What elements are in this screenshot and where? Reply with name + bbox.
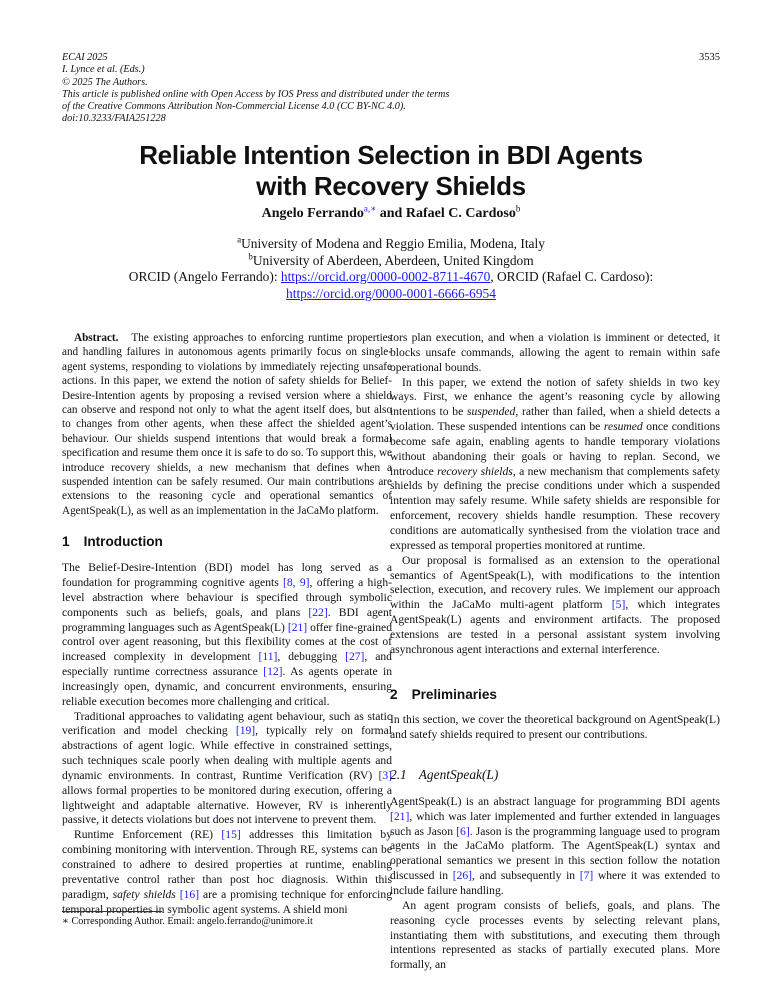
citation-link[interactable]: [12] xyxy=(263,665,283,679)
emphasis: suspended xyxy=(467,405,516,419)
text: Our proposal is formalised as an extension to the operational semantics of AgentSpeak(L), with modifications to the intention selection, execution, and recovery rules. We implement our approach within the JaCaMo multi-agent platform xyxy=(390,553,720,612)
text: , debugging xyxy=(277,650,346,664)
orcid-label: ORCID (Angelo Ferrando): xyxy=(128,269,281,284)
text: . BDI agent programming languages such as AgentSpeak(L) xyxy=(62,605,392,634)
text: once conditions become safe again, enabling agents to handle temporary violations without abandoning their goals or having to replan. Second, we introduce xyxy=(390,420,720,478)
text: , which was later implemented and further extended in languages such as Jason xyxy=(390,809,720,838)
footnote xyxy=(62,916,392,928)
paragraph: In this section, we cover the theoretical background on AgentSpeak(L) and satefy shields required to present our contributions. xyxy=(390,713,720,742)
section-title: Preliminaries xyxy=(411,686,497,702)
orcid-label: , ORCID (Rafael C. Cardoso): xyxy=(490,269,654,284)
meta-line: I. Lynce et al. (Eds.) xyxy=(62,64,145,76)
title-line: with Recovery Shields xyxy=(256,171,526,201)
section-number: 1 xyxy=(62,534,70,550)
affiliations xyxy=(0,236,782,302)
text: . As agents operate in increasingly open, dynamic, and concurrent environments, ensuring reliable execution becomes more challenging and critical. xyxy=(62,665,392,708)
citation-link[interactable]: [22] xyxy=(308,605,328,619)
text: In this paper, we extend the notion of safety shields in two key ways. First, we enhance the agent’s reasoning cycle by allowing intentions to be xyxy=(390,375,720,419)
text: The Belief-Desire-Intention (BDI) model has long served as a foundation for programming cognitive agents xyxy=(62,561,392,589)
publication-meta xyxy=(62,52,622,126)
meta-line: ECAI 2025 xyxy=(62,52,108,63)
meta-line: This article is published online with Open Access by IOS Press and distributed under the terms xyxy=(62,88,450,100)
text: , typically rely on formal abstractions of agent logic. While effective in constrained settings, such techniques scale poorly when dealing with multiple agents and dynamic environments. In contrast, Runtime Verification (RV) xyxy=(62,724,392,782)
footnote-mark: ∗ xyxy=(62,916,69,927)
right-column xyxy=(390,331,720,973)
orcid-line xyxy=(0,286,782,303)
author-name: Rafael C. Cardoso xyxy=(405,206,516,221)
section-title: Introduction xyxy=(83,534,163,550)
citation-link[interactable]: [7] xyxy=(579,869,594,883)
affiliation-text: University of Aberdeen, Aberdeen, United Kingdom xyxy=(252,252,534,268)
paragraph xyxy=(62,710,392,829)
footnote-rule xyxy=(62,911,162,912)
page-number: 3535 xyxy=(699,52,720,63)
title-line: Reliable Intention Selection in BDI Agents xyxy=(139,140,643,170)
text: addresses this limitation by combining monitoring with intervention. Through RE, systems can be constrained to adhere to desired properties at runtime, enabling preventative control rather than post hoc diagnosis. Within this paradigm, xyxy=(62,828,392,901)
section-number: 2 xyxy=(390,686,398,702)
section-heading-introduction xyxy=(62,535,392,550)
citation-link[interactable]: [3] xyxy=(378,768,392,782)
text: Runtime Enforcement (RE) xyxy=(74,828,222,842)
abstract-label: Abstract. xyxy=(74,332,119,344)
text: , offering a high-level abstraction where behaviour is specified through symbolic components such as beliefs, goals, and plans xyxy=(62,575,392,619)
affiliation-a xyxy=(0,236,782,253)
paper-title xyxy=(0,140,782,202)
subsection-heading-agentspeak xyxy=(390,768,720,783)
doi-line: doi:10.3233/FAIA251228 xyxy=(62,113,166,125)
citation-link[interactable]: [6] xyxy=(456,824,470,838)
paragraph xyxy=(62,828,392,917)
paragraph xyxy=(390,376,720,554)
text: , a new mechanism that complements safety shields by defining the precise conditions under which a suspended intention may safely resume. While safety shields are responsible for enforcement, recovery shields handle resumption. These recovery conditions are automatically synthesised from the violation trace and expressed as temporal properties monitored at runtime. xyxy=(390,464,720,552)
text: , rather than failed, when a shield detects a violation. These suspended intentions can be xyxy=(390,405,720,434)
paragraph: An agent program consists of beliefs, goals, and plans. The reasoning cycle processes events by selecting relevant plans, instantiating them with substitutions, and executing them through intentions represented as stacks of partially executed plans. More formally, an xyxy=(390,898,720,972)
text: allows formal properties to be monitored during execution, offering a lightweight and adaptable alternative. However, RV is inherently passive, it detects violations but does not intervene to prevent them. xyxy=(62,783,392,827)
text: , which integrates AgentSpeak(L) agents and environment artifacts. The proposed extensions are tested in a personal assistant system involving asynchronous agent interactions and external interference. xyxy=(390,598,720,656)
subsection-number: 2.1 xyxy=(390,767,407,783)
affiliation-text: University of Modena and Reggio Emilia, Modena, Italy xyxy=(241,236,545,251)
citation-link[interactable]: [8, 9] xyxy=(283,575,310,589)
citation-link[interactable]: [21] xyxy=(287,620,308,634)
citation-link[interactable]: [15] xyxy=(221,828,241,842)
author-conjunction: and xyxy=(376,206,406,221)
citation-link[interactable]: [5] xyxy=(611,598,626,612)
abstract xyxy=(62,331,392,518)
citation-link[interactable]: [19] xyxy=(235,724,256,738)
emphasis: resumed xyxy=(603,420,643,434)
emphasis: recovery shields xyxy=(437,464,513,478)
text: . Jason is the programming language used to program agents in the JaCaMo platform. The AgentSpeak(L) syntax and operational semantics we present in this section follow the notation discussed in xyxy=(390,824,721,883)
paragraph xyxy=(390,795,720,899)
left-column xyxy=(62,331,392,917)
emphasis: safety shields xyxy=(112,887,176,901)
affiliation-b xyxy=(0,253,782,270)
citation-link[interactable]: [26] xyxy=(452,869,473,883)
paragraph xyxy=(62,561,392,709)
footnote-text: Corresponding Author. Email: angelo.ferrando@unimore.it xyxy=(68,916,313,927)
orcid-link-cardoso[interactable]: https://orcid.org/0000-0001-6666-6954 xyxy=(286,285,496,301)
author-list xyxy=(0,203,782,222)
meta-line: © 2025 The Authors. xyxy=(62,76,148,88)
orcid-link-ferrando[interactable]: https://orcid.org/0000-0002-8711-4670 xyxy=(280,269,491,284)
citation-link[interactable]: [27] xyxy=(345,650,365,664)
text: where it was extended to include failure handling. xyxy=(390,869,720,897)
text: are a promising technique for enforcing temporal properties in symbolic agent systems. A shield moni xyxy=(62,887,392,916)
text: AgentSpeak(L) is an abstract language for programming BDI agents xyxy=(390,794,720,808)
paragraph: tors plan execution, and when a violation is imminent or detected, it blocks unsafe commands, allowing the agent to remain within safe operational bounds. xyxy=(390,331,720,374)
citation-link[interactable]: [11] xyxy=(258,650,278,664)
text: offer fine-grained control over agent reasoning, but this flexibility comes at the cost of increased complexity in development xyxy=(62,620,392,664)
citation-link[interactable]: [16] xyxy=(179,887,200,901)
section-heading-preliminaries xyxy=(390,688,720,703)
meta-line: of the Creative Commons Attribution Non-Commercial License 4.0 (CC BY-NC 4.0). xyxy=(62,101,406,113)
affiliation-mark: b xyxy=(248,251,253,262)
author-name: Angelo Ferrando xyxy=(261,206,364,221)
abstract-text: The existing approaches to enforcing runtime properties and handling failures in autonomous agents primarily focus on single-agent systems, responding to violations by immediately rejecting unsafe actions. In this paper, we extend the notion of safety shields for Belief-Desire-Intention agents by proposing a revised version where a shield can observe and respond not only to what the agent itself does, but also to changes from other agents, when these affect the shielded agent’s behaviour. Our shields suspend intentions that would break a formal specification and resume them once it is safe to do so. To support this, we introduce recovery shields, a new mechanism that defines when a suspended intention can be safely resumed. Our main contributions are extensions to the reasoning cycle and operational semantics of AgentSpeak(L), as well as an implementation in the JaCaMo platform. xyxy=(62,332,392,517)
author-affiliation-mark: b xyxy=(515,203,521,214)
text: , and subsequently in xyxy=(472,869,580,883)
text: Traditional approaches to validating agent behaviour, such as static verification and model checking xyxy=(62,709,392,738)
subsection-title: AgentSpeak(L) xyxy=(418,767,499,783)
paragraph xyxy=(390,554,720,658)
orcid-line xyxy=(0,269,782,286)
text: , and especially runtime correctness assurance xyxy=(62,650,392,679)
citation-link[interactable]: [21] xyxy=(390,809,410,823)
affiliation-mark: a xyxy=(237,234,242,245)
author-affiliation-mark[interactable]: a,∗ xyxy=(363,203,377,214)
